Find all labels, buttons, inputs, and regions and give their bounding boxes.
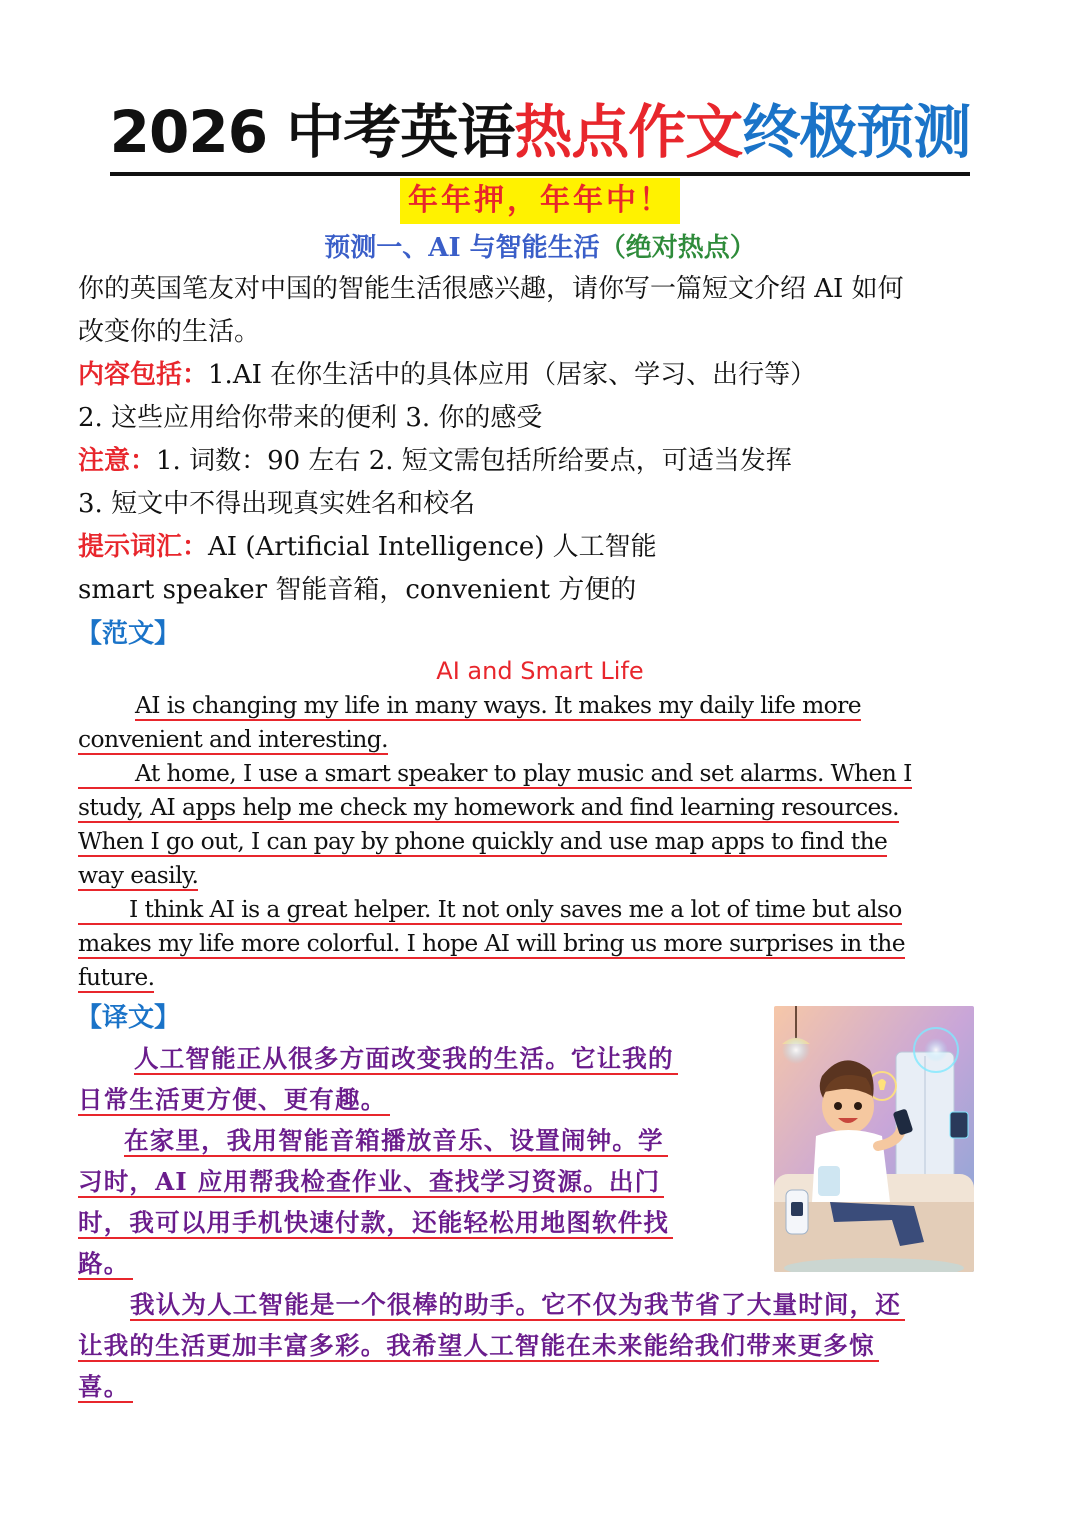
content-label: 内容包括： [78, 360, 209, 390]
prompt-line: 改变你的生活。 [78, 317, 261, 347]
essay-line: At home, I use a smart speaker to play music and set alarms. When I [78, 756, 988, 790]
slogan-wrap [0, 178, 1080, 224]
essay-line: future. [78, 963, 155, 991]
essay-line: I think AI is a great helper. It not only saves me a lot of time but also [78, 892, 988, 926]
title-part-black: 2026 中考英语 [109, 98, 515, 166]
translation-line: 日常生活更方便、更有趣。 [78, 1079, 905, 1120]
prediction-heading [0, 228, 1080, 268]
vocab-label: 提示词汇： [78, 532, 209, 562]
essay-line: convenient and interesting. [78, 725, 388, 753]
vocab-text: AI (Artificial Intelligence) 人工智能 [208, 532, 657, 562]
essay-title: AI and Smart Life [436, 657, 644, 685]
prompt-line: 你的英国笔友对中国的智能生活很感兴趣，请你写一篇短文介绍 AI 如何 [78, 274, 904, 304]
translation-line: 让我的生活更加丰富多彩。我希望人工智能在未来能给我们带来更多惊 [78, 1325, 905, 1366]
prompt-section [78, 268, 1008, 612]
vocabulary [78, 526, 1008, 569]
title-underline [110, 92, 971, 176]
translation-line: 时，我可以用手机快速付款，还能轻松用地图软件找 [78, 1202, 905, 1243]
translation-line: 我认为人工智能是一个很棒的助手。它不仅为我节省了大量时间，还 [78, 1284, 905, 1325]
content-text: 1.AI 在你生活中的具体应用（居家、学习、出行等） [208, 360, 817, 390]
essay-line: When I go out, I can pay by phone quickly and use map apps to find the [78, 827, 888, 855]
slogan-highlight: 年年押，年年中！ [400, 178, 680, 224]
note-text-2: 3. 短文中不得出现真实姓名和校名 [78, 489, 476, 519]
content-text-2: 2. 这些应用给你带来的便利 3. 你的感受 [78, 403, 543, 433]
translation-line: 在家里，我用智能音箱播放音乐、设置闹钟。学 [78, 1120, 905, 1161]
sample-essay-label: 【范文】 [76, 619, 181, 649]
translation-line: 路。 [78, 1243, 905, 1284]
sample-essay [78, 688, 988, 994]
vocab-text-2: smart speaker 智能音箱，convenient 方便的 [78, 575, 637, 605]
title-part-red: 热点作文 [514, 98, 743, 166]
essay-line: way easily. [78, 861, 199, 889]
page-title [0, 92, 1080, 176]
note-text: 1. 词数：90 左右 2. 短文需包括所给要点，可适当发挥 [156, 446, 792, 476]
essay-line: makes my life more colorful. I hope AI will bring us more surprises in the [78, 929, 905, 957]
translation-label: 【译文】 [76, 1003, 181, 1033]
essay-line: AI is changing my life in many ways. It makes my daily life more [135, 691, 861, 719]
prediction-heading-main: 预测一、AI 与智能生活 [324, 233, 600, 263]
translation-line: 习时，AI 应用帮我检查作业、查找学习资源。出门 [78, 1161, 905, 1202]
title-part-blue: 终极预测 [742, 98, 971, 166]
note-label: 注意： [78, 446, 157, 476]
boy-with-smart-devices-illustration [774, 1006, 974, 1272]
essay-line: study, AI apps help me check my homework and find learning resources. [78, 793, 900, 821]
translation-line: 喜。 [78, 1366, 905, 1407]
notes [78, 440, 1008, 483]
content-requirements [78, 354, 1008, 397]
prediction-heading-tag: （绝对热点） [599, 233, 756, 263]
translation-line: 人工智能正从很多方面改变我的生活。它让我的 [78, 1038, 905, 1079]
